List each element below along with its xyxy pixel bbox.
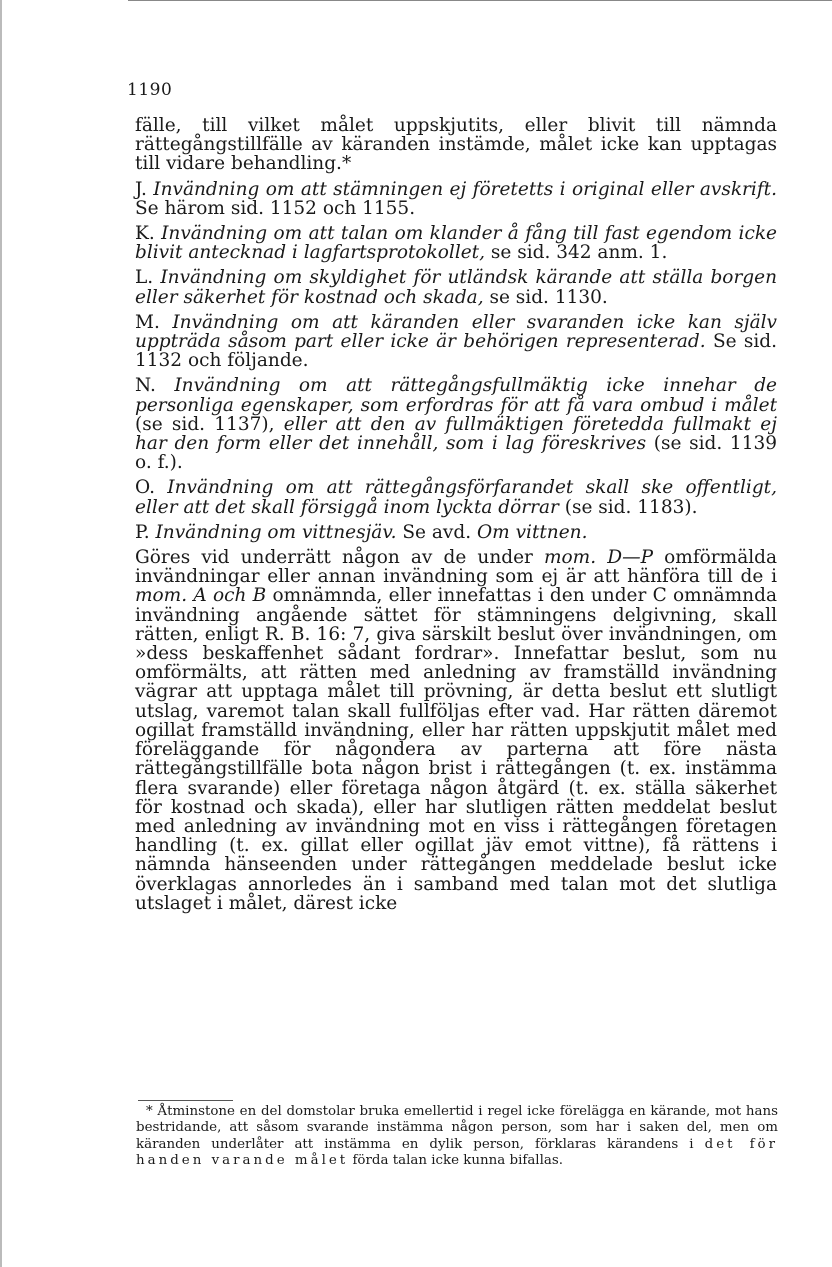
section-heading: Invändning om att rättegångsförfarandet skall ske offentligt, eller att det skall försiggå inom lyckta dörrar xyxy=(135,477,777,518)
section-reference: se sid. 342 anm. 1. xyxy=(490,242,668,264)
section-p xyxy=(135,523,777,542)
section-heading: eller att den av fullmäktigen företedda fullmakt ej har den form eller det innehåll, som i lag föreskrives xyxy=(135,413,777,455)
section-letter: N. xyxy=(135,375,156,397)
section-reference: Se avd. xyxy=(402,521,472,543)
paragraph-continuation: fälle, till vilket målet uppskjutits, eller blivit till nämnda rättegångstillfälle av käranden instämde, målet icke kan upptagas till vidare behandling.* xyxy=(135,115,777,175)
page-top-rule xyxy=(128,0,832,1)
footnote xyxy=(136,1104,778,1170)
section-heading: Invändning om att käranden eller svaranden icke kan själv uppträda såsom part eller icke är behörigen representerad. xyxy=(135,311,777,353)
main-text: Göres vid underrätt någon av de under xyxy=(135,547,533,569)
mom-word: mom. xyxy=(544,547,597,569)
footnote-spaced-text: det för handen varande målet xyxy=(136,1136,779,1169)
section-reference: (se sid. 1137), xyxy=(135,413,275,435)
page-number: 1190 xyxy=(127,80,173,100)
main-paragraph xyxy=(135,548,777,913)
section-reference: (se sid. 1183). xyxy=(564,496,698,518)
section-letter: M. xyxy=(135,311,160,333)
mom-range: D—P xyxy=(607,547,654,569)
section-heading: Invändning om att rättegångsfullmäktig icke innehar de personliga egenskaper, som erfordras för att få vara ombud i målet xyxy=(135,375,777,416)
section-heading: Invändning om skyldighet för utländsk kärande att ställa borgen eller säkerhet för kostnad och skada, xyxy=(135,267,777,308)
section-heading: Invändning om att stämningen ej företetts i original eller avskrift. xyxy=(153,178,777,200)
section-letter: P. xyxy=(135,521,150,543)
body-text xyxy=(135,116,777,919)
main-text: omförmälda invändningar eller annan invändning som ej är att hänföra till de i xyxy=(135,547,778,588)
section-m xyxy=(135,313,777,371)
section-heading: Invändning om att talan om klander å fång till fast egendom icke blivit antecknad i lagfartsprotokollet, xyxy=(135,223,777,264)
page-left-edge xyxy=(0,0,2,1267)
section-reference: Se sid. 1132 och följande. xyxy=(135,331,777,372)
section-n xyxy=(135,376,777,472)
section-k xyxy=(135,224,777,262)
section-reference: se sid. 1130. xyxy=(489,286,608,308)
section-j xyxy=(135,180,777,218)
section-reference-title: Om vittnen. xyxy=(476,521,588,543)
main-text: omnämnda, eller innefattas i den under C omnämnda invändning angående sättet för stämningens delgivning, skall rätten, enligt R. B. 16: 7, giva särskilt beslut över invändningen, om »dess beskaffenhet sådant fordrar». Innefattar beslut, som nu omförmälts, att rätten med anledning av framställd invändning vägrar att upptaga målet till prövning, är detta beslut ett slutligt utslag, varemot talan skall fullföljas efter vad. Har rätten däremot ogillat framställd invändning, eller har rätten uppskjutit målet med föreläggande för någondera av parterna att före nästa rättegångstillfälle bota någon brist i rättegången (t. ex. instämma flera svarande) eller företaga någon åtgärd (t. ex. ställa säkerhet för kostnad och skada), eller har slutligen rätten meddelat beslut med anledning av invändning mot en viss i rättegången företagen handling (t. ex. gillat eller ogillat jäv emot vittne), få rättens i nämnda hänseenden under rättegången meddelade beslut icke överklagas annorledes än i samband med talan mot det slutliga utslaget i målet, därest icke xyxy=(135,585,777,914)
section-heading: Invändning om vittnesjäv. xyxy=(155,521,397,543)
section-letter: L. xyxy=(135,267,154,289)
section-letter: O. xyxy=(135,477,155,499)
section-letter: K. xyxy=(135,223,155,245)
footnote-divider xyxy=(138,1100,233,1101)
section-reference: Se härom sid. 1152 och 1155. xyxy=(135,197,416,219)
mom-word: mom. xyxy=(135,585,188,607)
section-reference: (se sid. 1139 o. f.). xyxy=(135,433,778,474)
footnote-text: förda talan icke kunna bifallas. xyxy=(352,1153,563,1169)
footnote-text: * Åtminstone en del domstolar bruka emellertid i regel icke förelägga en kärande, mot hans bestridande, att såsom svarande instämma någon person, som har i saken del, men om käranden underlåter att instämma en dylik person, förklaras kärandens i xyxy=(136,1104,778,1152)
mom-ab: A och B xyxy=(193,585,267,607)
section-letter: J. xyxy=(135,178,147,200)
section-l xyxy=(135,268,777,306)
section-o xyxy=(135,478,777,516)
